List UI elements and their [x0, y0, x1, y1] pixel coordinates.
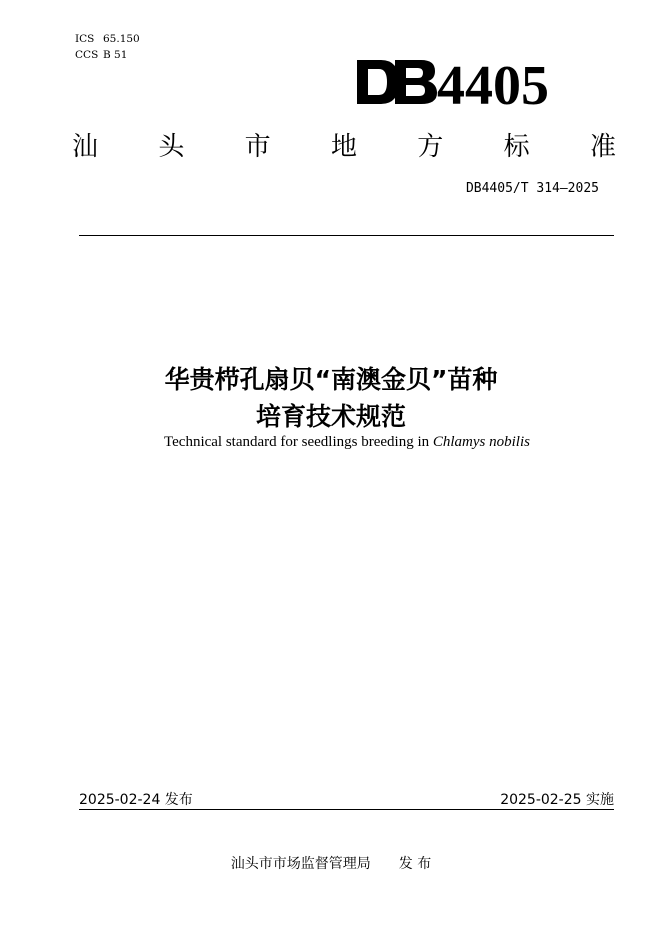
region-char: 方 [417, 132, 444, 162]
standard-number: DB4405/T 314—2025 [465, 181, 599, 196]
bottom-rule [79, 809, 614, 810]
region-char: 市 [244, 132, 271, 162]
top-rule [79, 235, 614, 236]
date-row [79, 789, 614, 809]
ccs-value: B 51 [103, 49, 128, 61]
implement-date: 2025-02-25 实施 [500, 792, 614, 808]
issuer-line [0, 853, 662, 873]
region-char: 汕 [71, 132, 98, 162]
english-title-prefix: Technical standard for seedlings breeding in [164, 434, 433, 450]
logo-digits: 4405 [437, 55, 549, 110]
region-char: 标 [503, 132, 530, 162]
ccs-label: CCS [75, 49, 99, 61]
db-logo [355, 54, 565, 110]
title-line-1: 华贵栉孔扇贝“南澳金贝”苗种 [164, 365, 498, 394]
region-char: 准 [589, 132, 616, 162]
region-char: 地 [330, 132, 357, 162]
classification-codes [75, 31, 140, 63]
title-line-2: 培育技术规范 [255, 402, 406, 431]
issue-word: 发 布 [398, 856, 432, 872]
issuer-name: 汕头市市场监督管理局 [230, 856, 371, 872]
region-standard-heading [70, 126, 618, 163]
ics-label: ICS [75, 33, 95, 45]
english-title-species: Chlamys nobilis [432, 434, 530, 450]
ccs-row [75, 47, 140, 63]
publish-date: 2025-02-24 发布 [79, 792, 193, 808]
ics-value: 65.150 [103, 33, 140, 45]
region-char: 头 [158, 132, 185, 162]
english-title [0, 434, 662, 451]
ics-row [75, 31, 140, 47]
